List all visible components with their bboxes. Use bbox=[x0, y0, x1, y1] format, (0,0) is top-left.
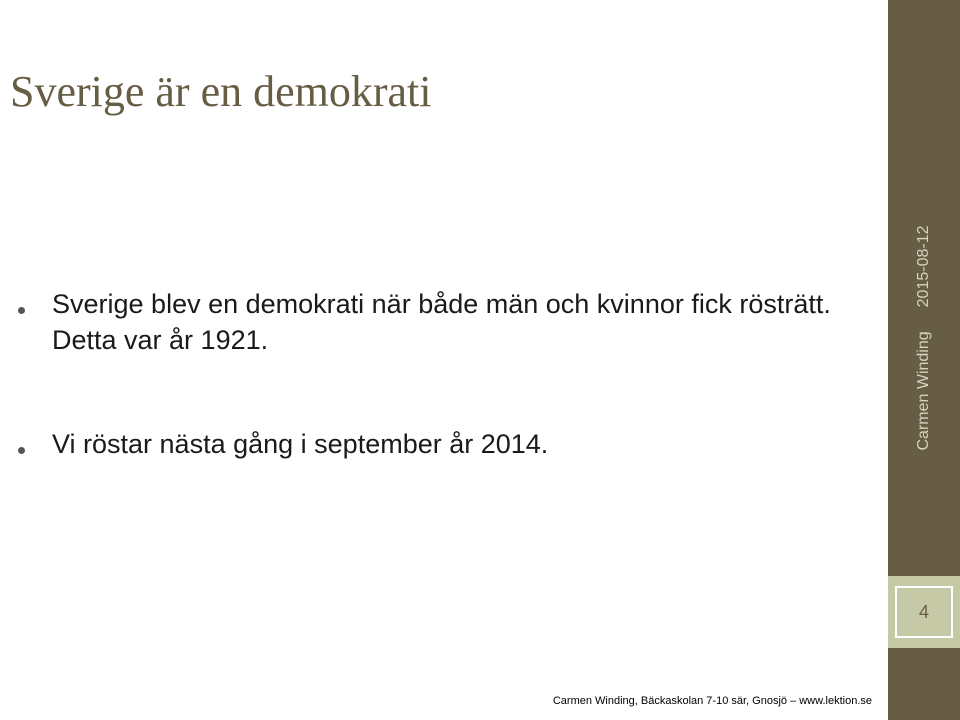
bullet-item bbox=[18, 286, 858, 358]
bullet-text: Vi röstar nästa gång i september år 2014. bbox=[52, 429, 549, 459]
slide-date: 2015-08-12 bbox=[915, 225, 932, 308]
bullet-list bbox=[18, 286, 858, 462]
round-bullet-icon bbox=[18, 447, 25, 454]
author-name: Carmen Winding bbox=[915, 331, 932, 451]
bullet-item bbox=[18, 426, 858, 462]
round-bullet-icon bbox=[18, 307, 25, 314]
page-number-box bbox=[895, 586, 953, 638]
page-number: 4 bbox=[918, 601, 929, 622]
bullet-text: Sverige blev en demokrati när både män och kvinnor fick rösträtt. Detta var år 1921. bbox=[52, 289, 831, 355]
footer: Carmen Winding, Bäckaskolan 7-10 sär, Gnosjö – www.lektion.se bbox=[552, 695, 872, 707]
sidebar-meta bbox=[910, 128, 938, 548]
slide-title: Sverige är en demokrati bbox=[10, 67, 432, 116]
